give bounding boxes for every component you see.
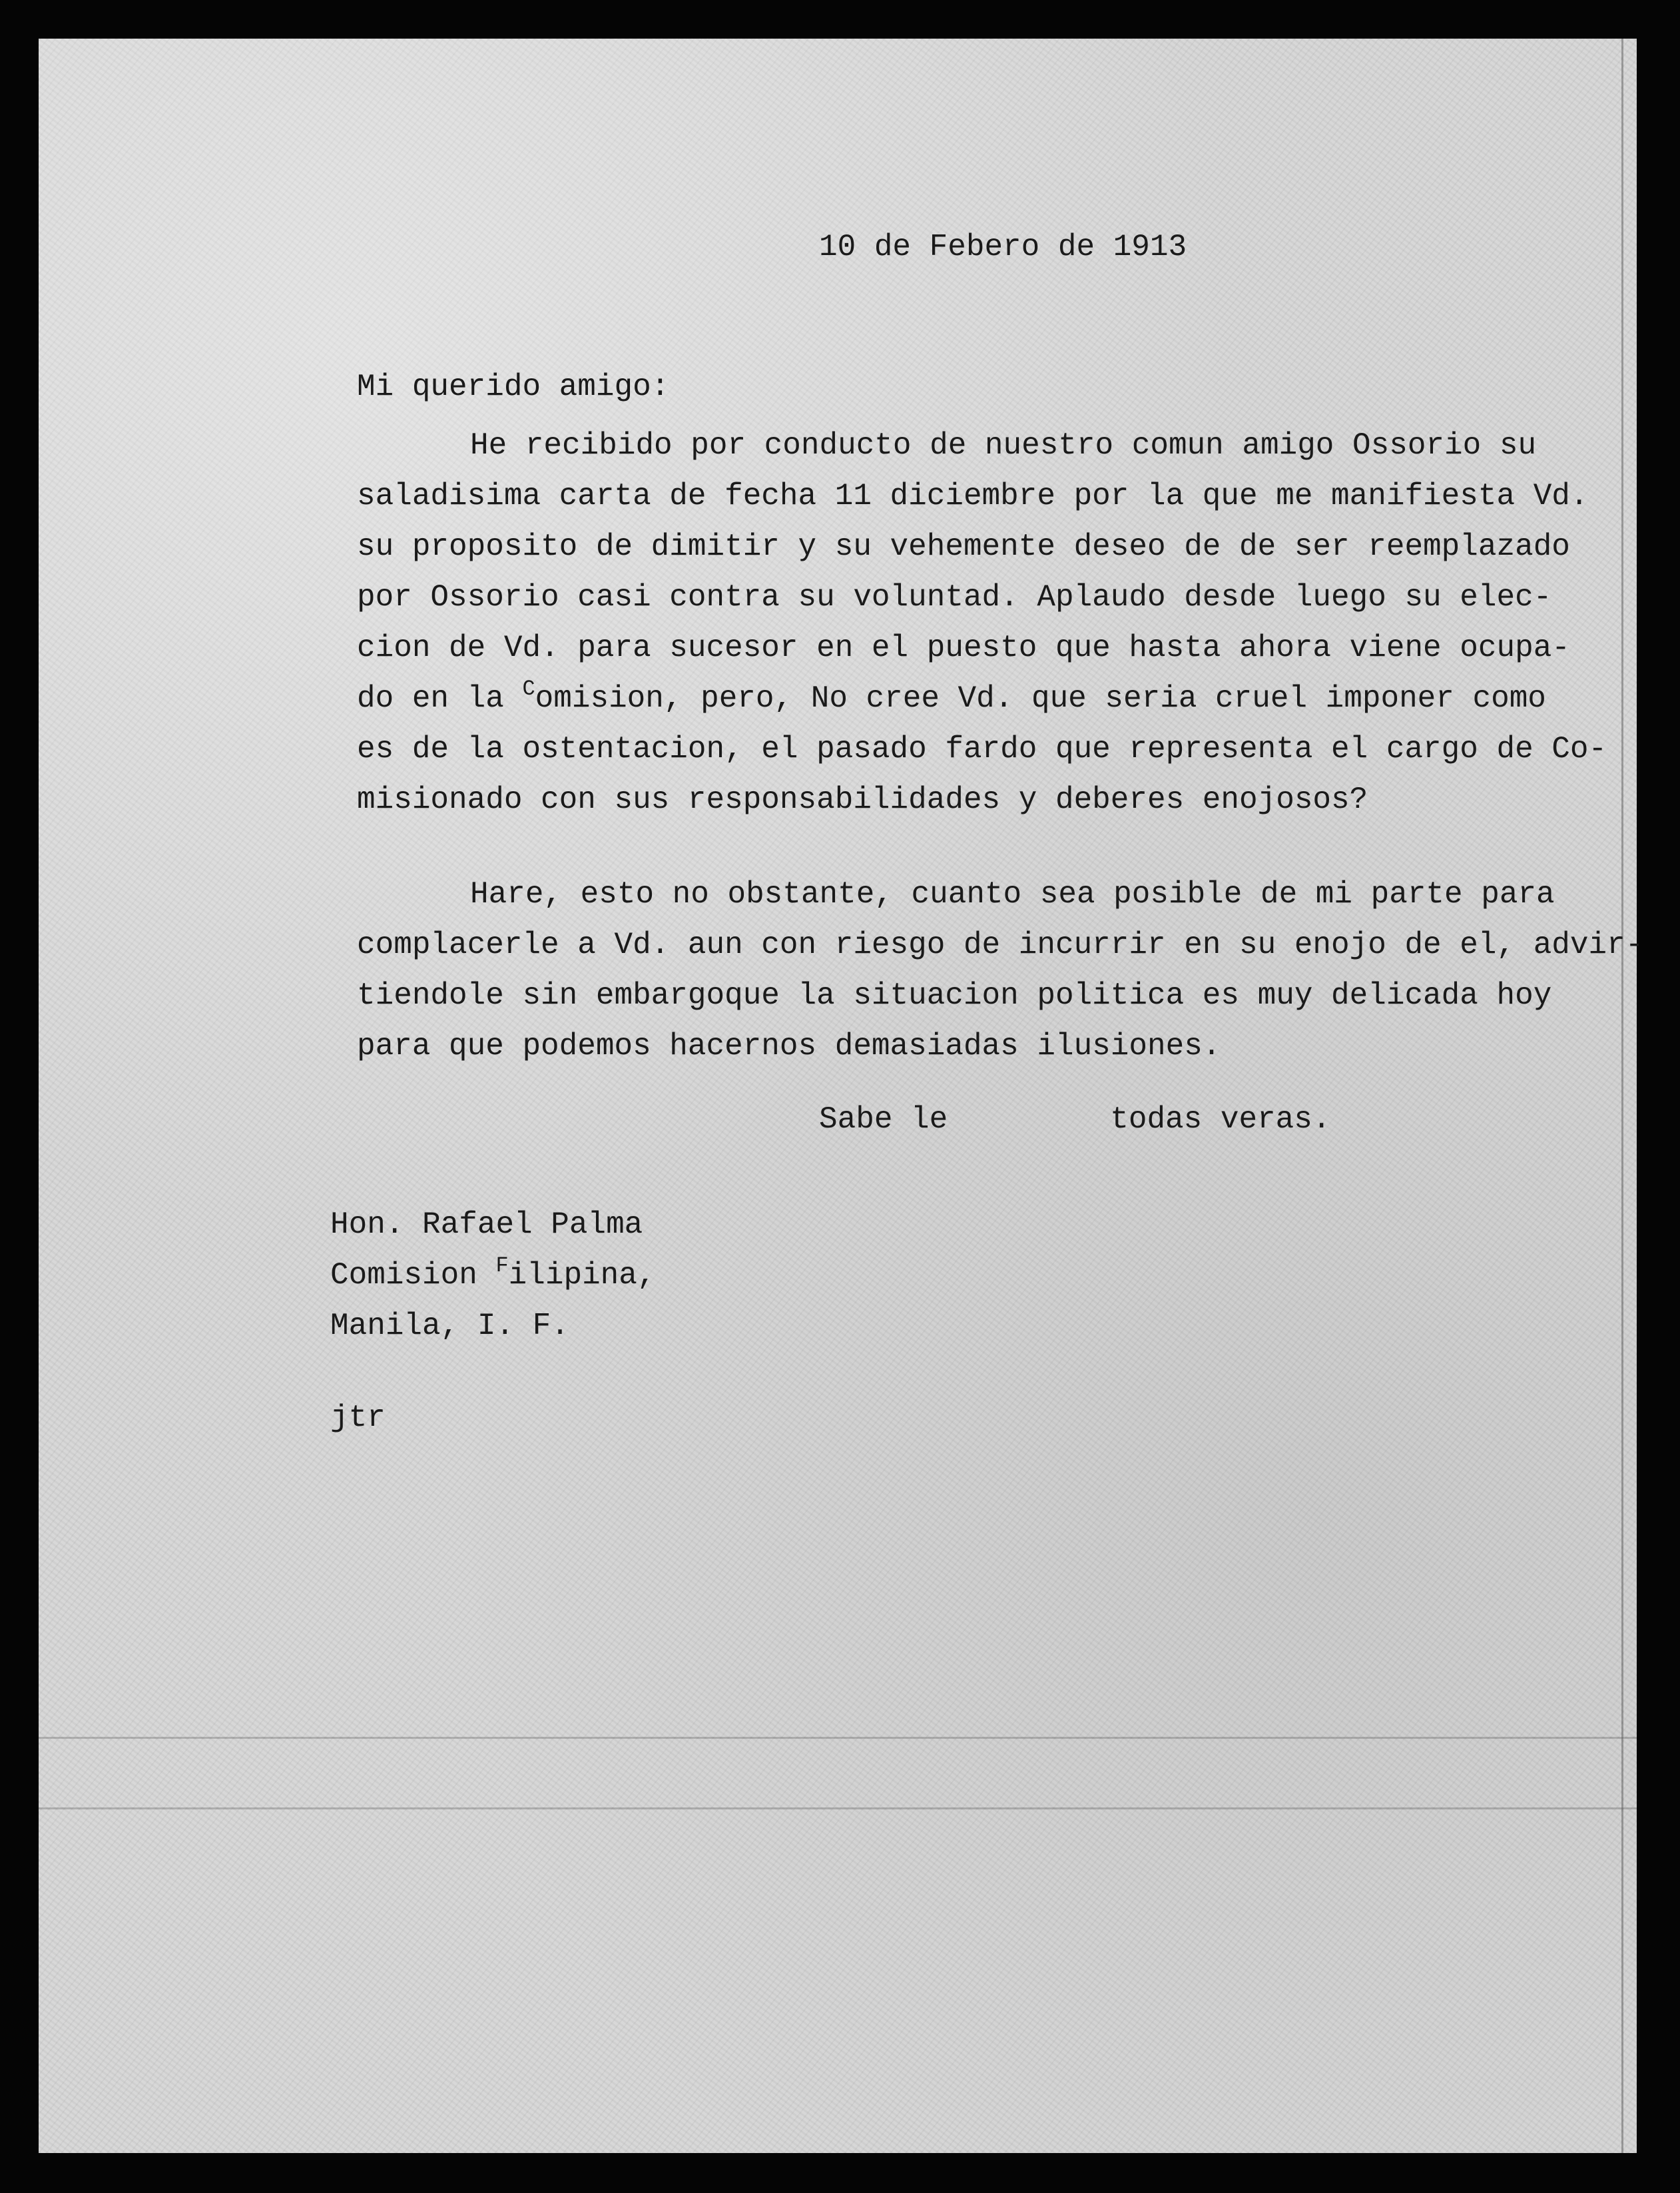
line-6-start: do en la [357, 681, 523, 716]
address-line-1: Hon. Rafael Palma [330, 1207, 643, 1242]
superscript-c: C [522, 677, 535, 701]
salutation: Mi querido amigo: [357, 370, 670, 404]
paragraph-1-line-3: su proposito de dimitir y su vehemente deseo de de ser reemplazado [357, 529, 1570, 564]
address-line-2-suffix: ilipina, [508, 1258, 656, 1293]
line-6-rest: omision, pero, No cree Vd. que seria cruel imponer como [535, 681, 1546, 716]
closing-line [819, 1104, 1331, 1135]
closing-left: Sabe le [819, 1102, 948, 1137]
typist-initials: jtr [330, 1401, 386, 1435]
letter-page [39, 39, 1644, 2153]
paragraph-1-line-5: cion de Vd. para sucesor en el puesto que hasta ahora viene ocupa- [357, 631, 1570, 665]
paragraph-2-line-2: complacerle a Vd. aun con riesgo de incurrir en su enojo de el, advir- [357, 928, 1644, 962]
address-line-2 [330, 1253, 656, 1293]
paragraph-1-line-1: He recibido por conducto de nuestro comun amigo Ossorio su [470, 428, 1537, 463]
paragraph-2-line-3: tiendole sin embargoque la situacion politica es muy delicada hoy [357, 978, 1552, 1013]
superscript-f: F [495, 1253, 509, 1278]
paragraph-2-line-4: para que podemos hacernos demasiadas ilusiones. [357, 1029, 1221, 1064]
paragraph-2-line-1: Hare, esto no obstante, cuanto sea posible de mi parte para [470, 877, 1555, 912]
address-line-2-prefix: Comision [330, 1258, 496, 1293]
paragraph-1-line-4: por Ossorio casi contra su voluntad. Aplaudo desde luego su elec- [357, 580, 1552, 615]
paragraph-1-line-2: saladisima carta de fecha 11 diciembre por la que me manifiesta Vd. [357, 479, 1589, 513]
address-line-3: Manila, I. F. [330, 1309, 569, 1343]
paragraph-1-line-7: es de la ostentacion, el pasado fardo que representa el cargo de Co- [357, 732, 1607, 767]
typed-letter [39, 39, 1644, 2153]
letter-date: 10 de Febero de 1913 [819, 230, 1187, 264]
paragraph-1-line-8: misionado con sus responsabilidades y deberes enojosos? [357, 783, 1368, 817]
closing-right: todas veras. [1110, 1102, 1331, 1137]
paragraph-1-line-6 [357, 677, 1546, 716]
